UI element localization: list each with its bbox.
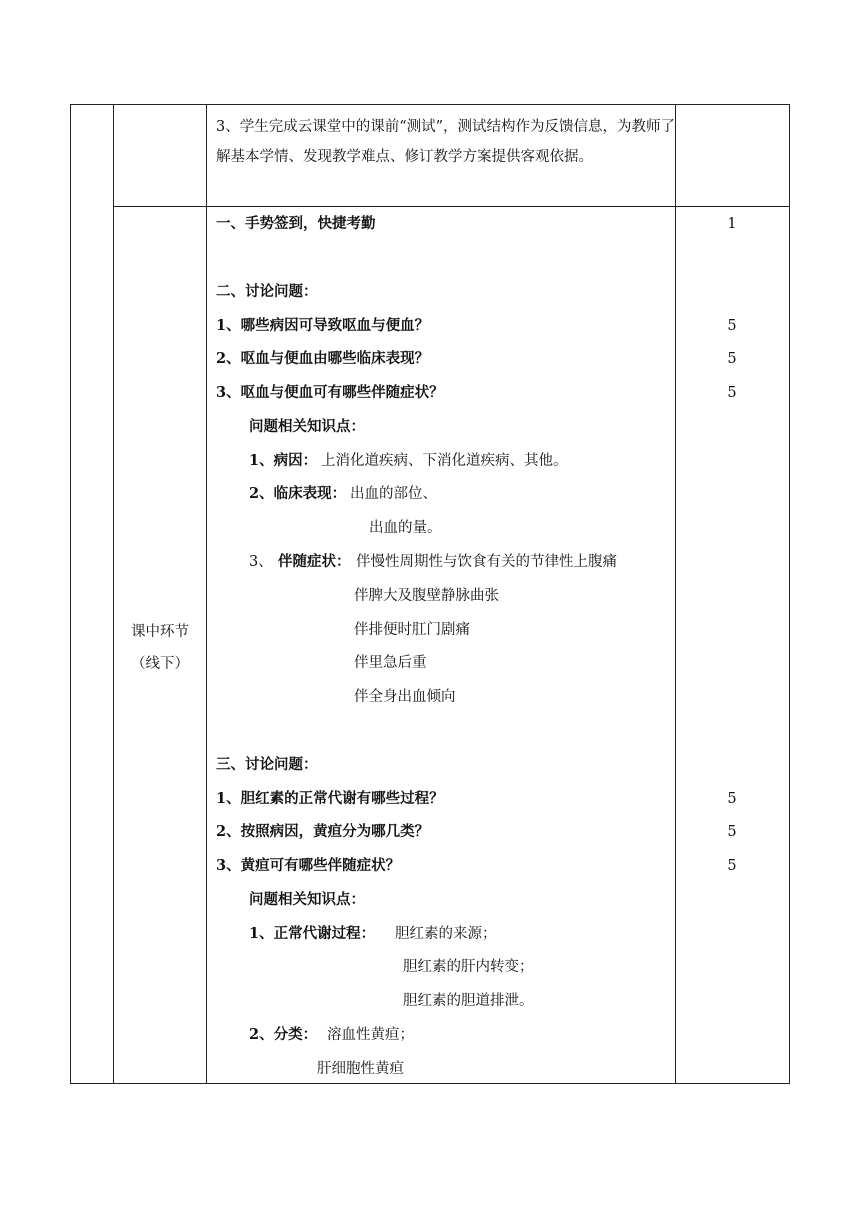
knowledge-points-heading: 问题相关知识点： [249, 891, 365, 908]
knowledge-text: 溶血性黄疸； [327, 1027, 414, 1043]
knowledge-number: 3、 [249, 554, 273, 570]
time-minutes: 5 [727, 824, 737, 840]
table-border-top [70, 104, 790, 105]
knowledge-label: 伴随症状： [278, 553, 351, 570]
knowledge-text: 出血的部位、 [350, 486, 437, 502]
knowledge-text: 出血的量。 [369, 520, 442, 536]
discussion-question: 3、呕血与便血可有哪些伴随症状？ [216, 384, 444, 401]
discussion-question: 1、胆红素的正常代谢有哪些过程？ [216, 790, 444, 807]
knowledge-points-heading: 问题相关知识点： [249, 418, 365, 435]
knowledge-text: 伴里急后重 [354, 655, 427, 671]
knowledge-label: 2、临床表现： [249, 485, 347, 502]
knowledge-text: 胆红素的肝内转变； [403, 959, 534, 975]
time-minutes: 5 [727, 351, 737, 367]
discussion-question: 2、呕血与便血由哪些临床表现？ [216, 350, 430, 367]
discussion-question: 1、哪些病因可导致呕血与便血？ [216, 317, 430, 334]
knowledge-text: 伴慢性周期性与饮食有关的节律性上腹痛 [356, 554, 617, 570]
stage-label-line1: 课中环节 [131, 624, 189, 640]
knowledge-label: 1、正常代谢过程： [249, 925, 376, 942]
knowledge-text: 上消化道疾病、下消化道疾病、其他。 [321, 453, 568, 469]
section-heading: 二、讨论问题： [216, 283, 318, 300]
row-divider [113, 206, 790, 207]
knowledge-text: 伴排便时肛门剧痛 [354, 622, 470, 638]
knowledge-text: 伴全身出血倾向 [354, 689, 456, 705]
time-minutes: 5 [727, 858, 737, 874]
knowledge-label: 1、病因： [249, 452, 318, 469]
knowledge-text: 肝细胞性黄疸 [317, 1061, 404, 1077]
lesson-plan-table [70, 104, 790, 1084]
knowledge-label: 2、分类： [249, 1026, 318, 1043]
section-heading: 三、讨论问题： [216, 756, 318, 773]
column-divider-1 [113, 104, 114, 1084]
discussion-question: 2、按照病因，黄疸分为哪几类？ [216, 823, 430, 840]
table-border-right [789, 104, 790, 1084]
time-minutes: 5 [727, 791, 737, 807]
time-minutes: 5 [727, 318, 737, 334]
table-border-left [70, 104, 71, 1084]
knowledge-text: 胆红素的来源； [395, 926, 497, 942]
section-heading: 一、手势签到，快捷考勤 [216, 215, 376, 232]
discussion-question: 3、黄疸可有哪些伴随症状？ [216, 857, 401, 874]
column-divider-2 [206, 104, 207, 1084]
table-border-bottom [70, 1083, 790, 1084]
time-minutes: 1 [727, 216, 737, 232]
pre-class-step-text: 3、学生完成云课堂中的课前“测试”，测试结构作为反馈信息，为教师了解基本学情、发现教学难点、修订教学方案提供客观依据。 [216, 119, 676, 165]
stage-label-line2: （线下） [131, 656, 189, 672]
column-divider-3 [675, 104, 676, 1084]
knowledge-text: 胆红素的胆道排泄。 [403, 993, 534, 1009]
time-minutes: 5 [727, 385, 737, 401]
knowledge-text: 伴脾大及腹壁静脉曲张 [354, 588, 499, 604]
stage-label [114, 616, 206, 680]
